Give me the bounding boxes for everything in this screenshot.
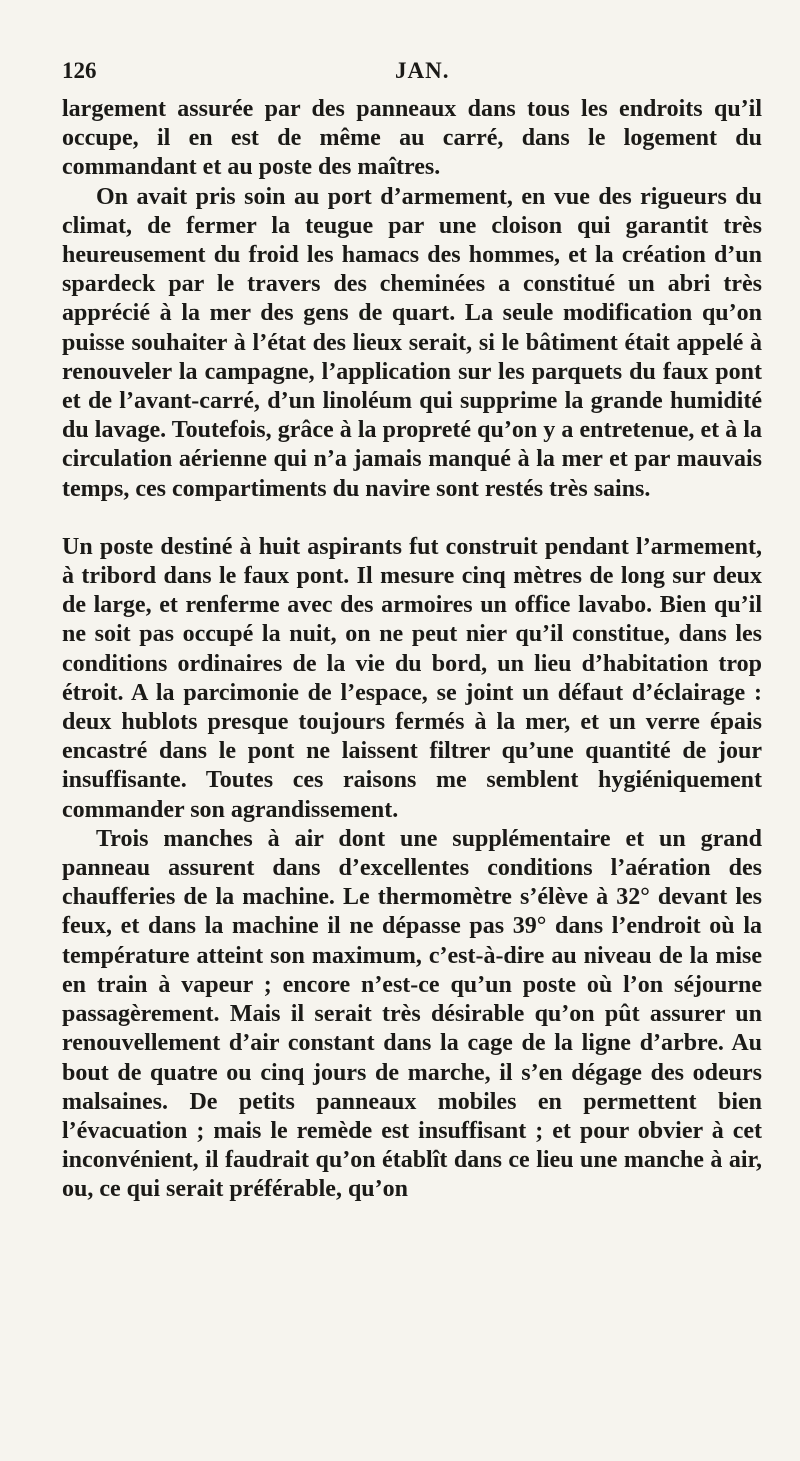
paragraph-poste-aspirants: Un poste destiné à huit aspirants fut construit pendant l’armement, à tribord dans le faux pont. Il mesure cinq mètres de long sur deux de large, et renferme avec des armoires un office lavabo. Bien qu’il ne soit pas occupé la nuit, on ne peut nier qu’il constitue, dans les conditions ordinaires de la vie du bord, un lieu d’habitation trop étroit. A la parcimonie de l’espace, se joint un défaut d’éclairage : deux hublots presque toujours fermés à la mer, et un verre épais encastré dans le pont ne laissent filtrer qu’une quantité de jour insuffisante. Toutes ces raisons me semblent hygiéniquement commander son agrandissement.	[62, 533, 762, 823]
paragraph-continued: largement assurée par des panneaux dans tous les endroits qu’il occupe, il en est de même au carré, dans le logement du commandant et au poste des maîtres.	[62, 96, 762, 181]
running-title: JAN.	[395, 58, 450, 83]
page-number: 126	[62, 58, 97, 83]
paragraph-manches-a-air: Trois manches à air dont une supplémentaire et un grand panneau assurent dans d’excellentes conditions l’aération des chaufferies de la machine. Le thermomètre s’élève à 32° devant les feux, et dans la machine il ne dépasse pas 39° dans l’endroit où la température atteint son maximum, c’est-à-dire au niveau de la mise en train à vapeur ; encore n’est-ce qu’un poste où l’on séjourne passagèrement. Mais il serait très désirable qu’on pût assurer un renouvellement d’air constant dans la cage de la ligne d’arbre. Au bout de quatre ou cinq jours de marche, il s’en dégage des odeurs malsaines. De petits panneaux mobiles en permettent bien l’évacuation ; mais le remède est insuffisant ; et pour obvier à cet inconvénient, il faudrait qu’on établît dans ce lieu une manche à air, ou, ce qui serait préférable, qu’on	[62, 825, 762, 1203]
paragraph-teugue-spardeck: On avait pris soin au port d’armement, en vue des rigueurs du climat, de fermer la teugue par une cloison qui garantit très heureusement du froid les hamacs des hommes, et la création d’un spardeck par le travers des cheminées a constitué un abri très apprécié à la mer des gens de quart. La seule modification qu’on puisse souhaiter à l’état des lieux serait, si le bâtiment était appelé à renouveler la campagne, l’application sur les parquets du faux pont et de l’avant-carré, d’un linoléum qui supprime la grande humidité du lavage. Toutefois, grâce à la propreté qu’on y a entretenue, et à la circulation aérienne qui n’a jamais manqué à la mer et par mauvais temps, ces compartiments du navire sont restés très sains.	[62, 183, 762, 502]
running-head	[62, 58, 762, 88]
body-text	[62, 95, 762, 1205]
